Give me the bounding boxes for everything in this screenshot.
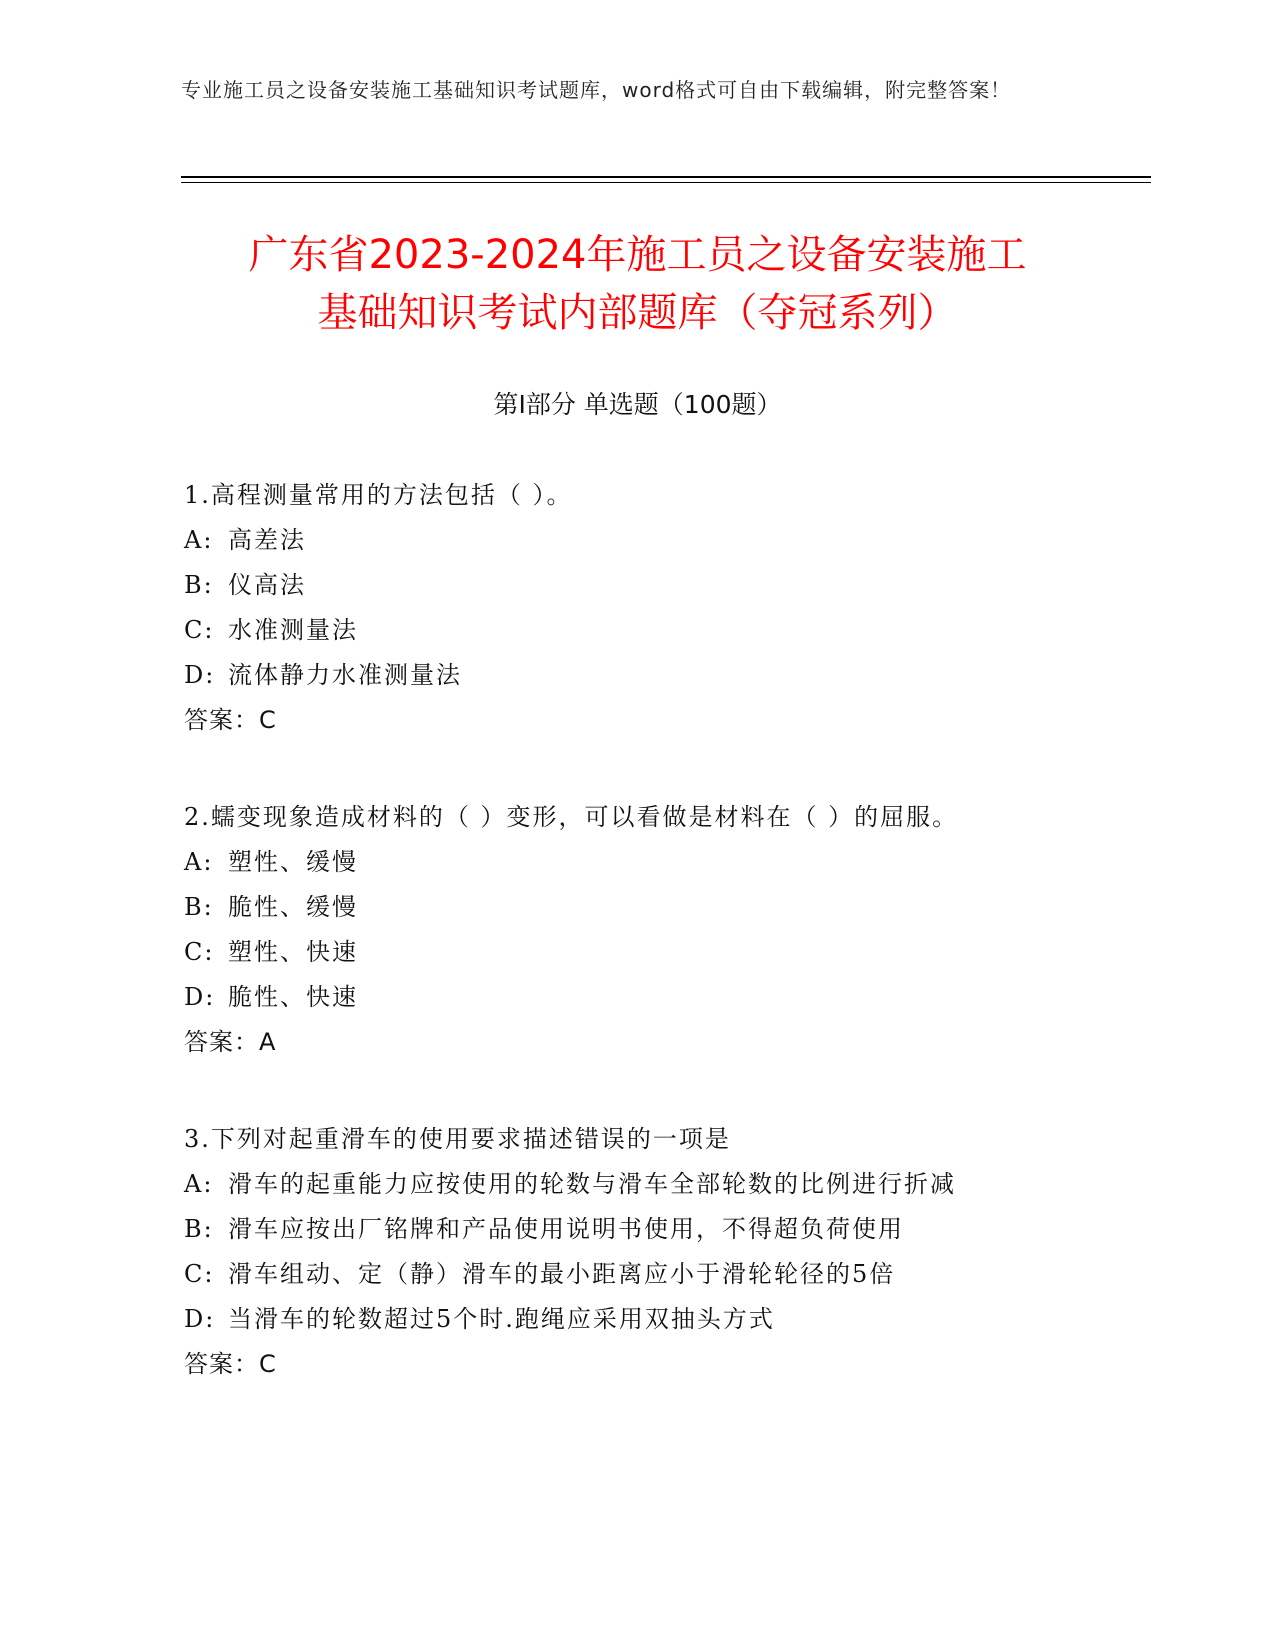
question-stem: 1.高程测量常用的方法包括（ ）。 — [184, 481, 573, 509]
option-label: C: — [184, 938, 215, 966]
header-divider-thick — [181, 176, 1151, 178]
option-text: 仪高法 — [228, 571, 306, 599]
header-note: 专业施工员之设备安装施工基础知识考试题库，word格式可自由下载编辑，附完整答案！ — [181, 78, 1012, 102]
option-d — [184, 975, 1124, 1020]
question-stem: 3.下列对起重滑车的使用要求描述错误的一项是 — [184, 1125, 731, 1153]
option-text: 塑性、缓慢 — [228, 848, 358, 876]
option-b — [184, 1207, 1124, 1252]
answer: 答案：C — [184, 1350, 277, 1378]
option-d — [184, 653, 1124, 698]
option-text: 滑车应按出厂铭牌和产品使用说明书使用，不得超负荷使用 — [228, 1215, 904, 1243]
question-1 — [184, 473, 1124, 743]
option-c — [184, 1252, 1124, 1297]
option-b — [184, 885, 1124, 930]
option-label: B: — [184, 571, 214, 599]
question-stem: 2.蠕变现象造成材料的（ ）变形，可以看做是材料在（ ）的屈服。 — [184, 803, 959, 831]
option-a — [184, 518, 1124, 563]
option-text: 脆性、缓慢 — [228, 893, 358, 921]
option-label: C: — [184, 616, 215, 644]
section-heading: 第Ⅰ部分 单选题（100题） — [493, 390, 782, 419]
option-d — [184, 1297, 1124, 1342]
option-label: A: — [184, 848, 214, 876]
question-list — [184, 473, 1124, 1439]
option-text: 高差法 — [228, 526, 306, 554]
header-divider-thin — [181, 182, 1151, 183]
option-label: C: — [184, 1260, 215, 1288]
option-label: D: — [184, 1305, 216, 1333]
option-label: B: — [184, 893, 214, 921]
document-title-line-1: 广东省2023-2024年施工员之设备安装施工 — [248, 232, 1027, 278]
option-label: A: — [184, 526, 214, 554]
option-label: A: — [184, 1170, 214, 1198]
option-text: 滑车组动、定（静）滑车的最小距离应小于滑轮轮径的5倍 — [228, 1260, 896, 1288]
document-title — [160, 226, 1115, 342]
option-text: 流体静力水准测量法 — [228, 661, 462, 689]
option-text: 当滑车的轮数超过5个时.跑绳应采用双抽头方式 — [228, 1305, 775, 1333]
option-text: 水准测量法 — [228, 616, 358, 644]
option-label: D: — [184, 661, 216, 689]
option-label: B: — [184, 1215, 214, 1243]
answer: 答案：A — [184, 1028, 277, 1056]
question-2 — [184, 795, 1124, 1065]
document-title-line-2: 基础知识考试内部题库（夺冠系列） — [317, 290, 958, 336]
option-text: 塑性、快速 — [228, 938, 358, 966]
answer: 答案：C — [184, 706, 277, 734]
question-3 — [184, 1117, 1124, 1387]
option-b — [184, 563, 1124, 608]
option-label: D: — [184, 983, 216, 1011]
option-text: 脆性、快速 — [228, 983, 358, 1011]
option-a — [184, 840, 1124, 885]
option-c — [184, 930, 1124, 975]
option-a — [184, 1162, 1124, 1207]
option-c — [184, 608, 1124, 653]
option-text: 滑车的起重能力应按使用的轮数与滑车全部轮数的比例进行折减 — [228, 1170, 956, 1198]
